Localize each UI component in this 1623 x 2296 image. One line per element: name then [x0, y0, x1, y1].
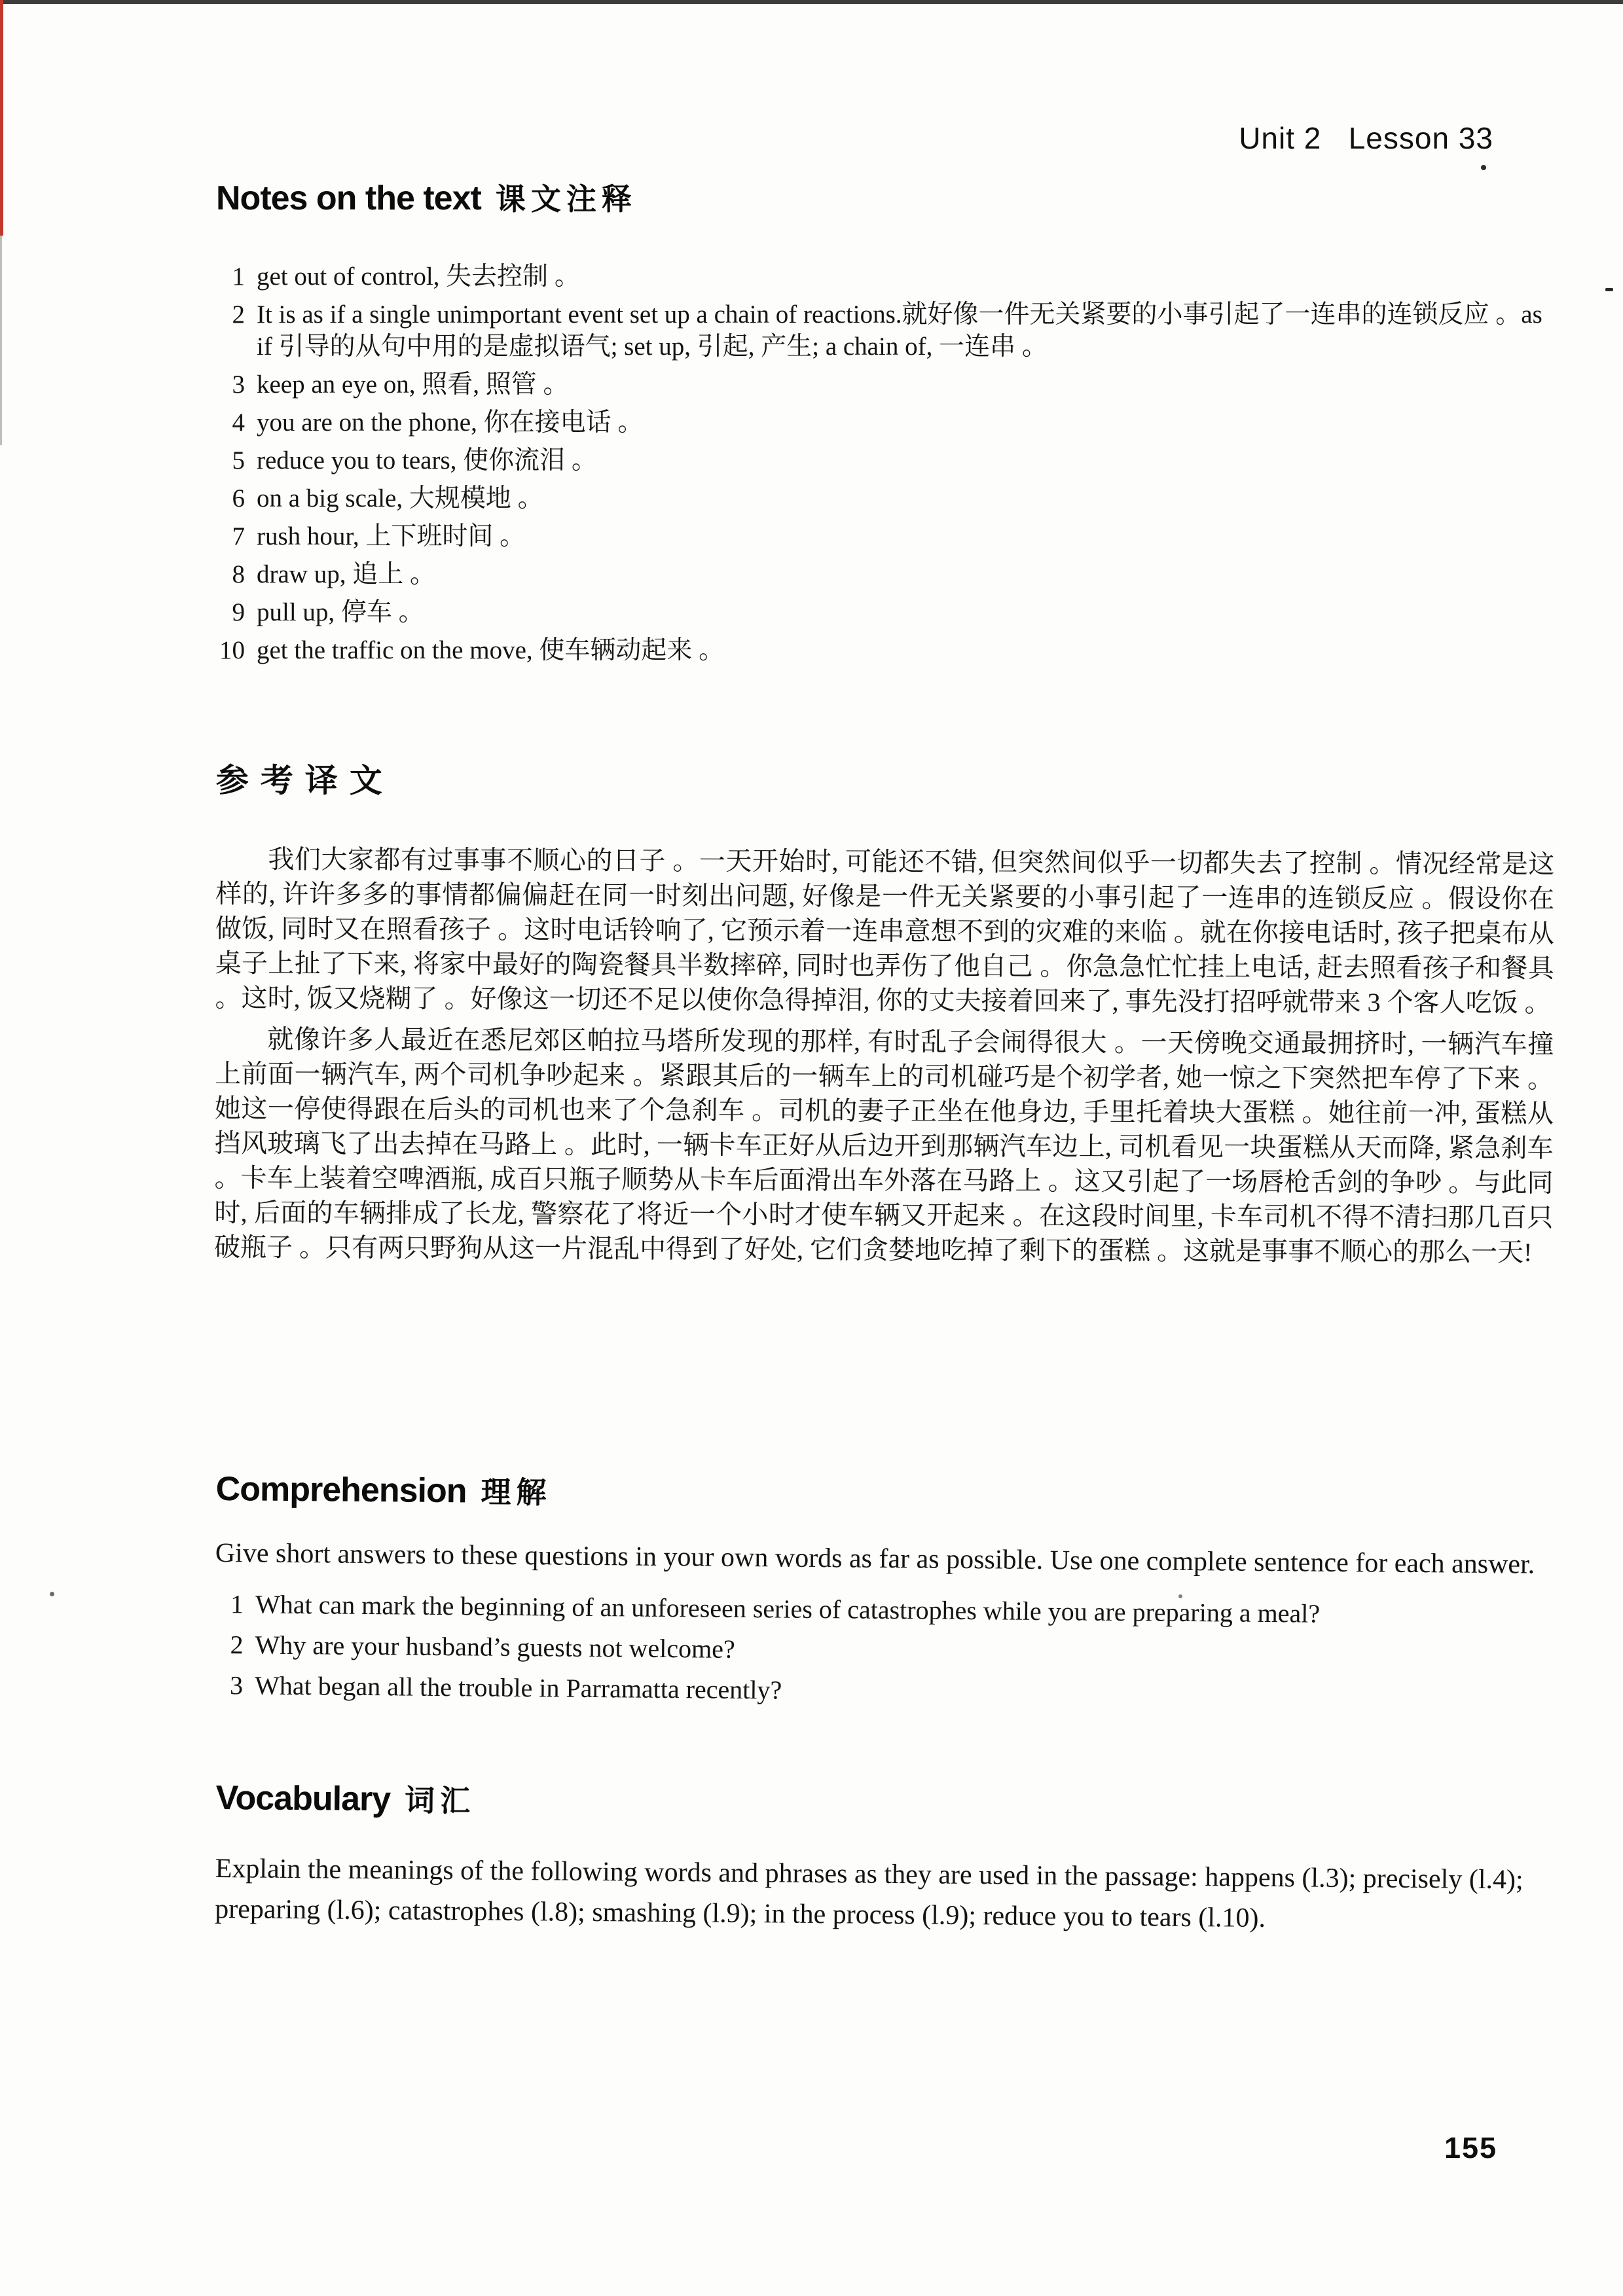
note-number: 8	[232, 560, 245, 588]
scan-speck	[1481, 165, 1486, 170]
notes-section-heading	[216, 175, 1555, 219]
vocabulary-instructions: Explain the meanings of the following words and phrases as they are used in the passage: happens (l.3); precisely (l.4); preparing (l.6); catastrophes (l.8); smashing (l.9); in the process (l.9); reduce you to tears (l.10).	[215, 1853, 1523, 1933]
note-number: 7	[232, 522, 245, 550]
note-number: 5	[232, 446, 245, 475]
note-item	[216, 368, 1555, 401]
comprehension-section-heading	[215, 1466, 1554, 1521]
note-number: 2	[232, 300, 245, 329]
note-number: 4	[232, 408, 245, 437]
note-item	[216, 406, 1555, 439]
note-text: keep an eye on, 照看, 照管 。	[257, 370, 569, 399]
question-text: What began all the trouble in Parramatta recently?	[254, 1670, 782, 1705]
note-number: 6	[232, 484, 245, 512]
note-number: 3	[232, 370, 245, 399]
note-item	[216, 558, 1555, 590]
scan-left-edge-red-mark	[0, 0, 3, 236]
note-text: get the traffic on the move, 使车辆动起来 。	[257, 636, 725, 664]
vocabulary-heading-chinese: 词汇	[404, 1784, 476, 1818]
note-text: draw up, 追上 。	[257, 560, 435, 588]
note-number: 1	[232, 262, 245, 291]
note-text: on a big scale, 大规模地 。	[257, 484, 543, 512]
comprehension-instructions: Give short answers to these questions in your own words as far as possible. Use one complete sentence for each answer.	[215, 1537, 1535, 1580]
note-text: reduce you to tears, 使你流泪 。	[257, 446, 597, 475]
note-text: pull up, 停车 。	[257, 598, 424, 626]
question-number: 3	[229, 1670, 244, 1700]
question-text: What can mark the beginning of an unforeseen series of catastrophes while you are preparing a meal?	[255, 1589, 1321, 1628]
note-text: It is as if a single unimportant event set up a chain of reactions.就好像一件无关紧要的小事引起了一连串的连锁反应 。as if 引导的从句中用的是虚拟语气; set up, 引起, 产生; a chain of, 一连串 。	[257, 300, 1542, 361]
scan-speck	[50, 1592, 54, 1596]
comprehension-section	[214, 1466, 1555, 1723]
notes-list	[216, 260, 1555, 666]
question-item	[215, 1589, 1554, 1631]
note-item	[216, 482, 1555, 514]
question-item	[214, 1630, 1553, 1672]
translation-heading: 参考译文	[215, 761, 394, 800]
question-number: 1	[230, 1589, 244, 1619]
vocabulary-section	[215, 1775, 1555, 1941]
note-text: get out of control, 失去控制 。	[257, 262, 580, 291]
question-text: Why are your husband’s guests not welcome?	[255, 1630, 735, 1664]
question-number: 2	[230, 1630, 244, 1660]
translation-body	[214, 842, 1554, 1270]
scan-top-edge-line	[0, 0, 1623, 4]
note-item	[216, 444, 1555, 476]
translation-paragraph: 就像许多人最近在悉尼郊区帕拉马塔所发现的那样, 有时乱子会闹得很大 。一天傍晚交通最拥挤时, 一辆汽车撞上前面一辆汽车, 两个司机争吵起来 。紧跟其后的一辆车上的司机碰巧是个初学者, 她一惊之下突然把车停了下来 。她这一停使得跟在后头的司机也来了个急刹车 。司机的妻子正坐在他身边, 手里托着块大蛋糕 。她往前一冲, 蛋糕从挡风玻璃飞了出去掉在马路上 。此时, 一辆卡车正好从后边开到那辆汽车边上, 司机看见一块蛋糕从天而降, 紧急刹车 。卡车上装着空啤酒瓶, 成百只瓶子顺势从卡车后面滑出车外落在马路上 。这又引起了一场唇枪舌剑的争吵 。与此同时, 后面的车辆排成了长龙, 警察花了将近一个小时才使车辆又开起来 。在这段时间里, 卡车司机不得不清扫那几百只破瓶子 。只有两只野狗从这一片混乱中得到了好处, 它们贪婪地吃掉了剩下的蛋糕 。这就是事事不顺心的那么一天!	[214, 1024, 1554, 1267]
notes-heading-chinese: 课文注释	[495, 183, 637, 216]
scan-left-edge-shadow	[0, 236, 2, 445]
comprehension-question-list	[214, 1589, 1554, 1712]
vocabulary-section-heading	[215, 1775, 1554, 1830]
note-item	[216, 596, 1555, 628]
note-number: 10	[219, 636, 245, 664]
note-item	[216, 520, 1555, 552]
translation-paragraph: 我们大家都有过事事不顺心的日子 。一天开始时, 可能还不错, 但突然间似乎一切都失去了控制 。情况经常是这样的, 许许多多的事情都偏偏赶在同一时刻出问题, 好像是一件无关紧要的小事引起了一连串的连锁反应 。假设你在做饭, 同时又在照看孩子 。这时电话铃响了, 它预示着一连串意想不到的灾难的来临 。就在你接电话时, 孩子把桌布从桌子上扯了下来, 将家中最好的陶瓷餐具半数摔碎, 同时也弄伤了他自己 。你急急忙忙挂上电话, 赶去照看孩子和餐具 。这时, 饭又烧糊了 。好像这一切还不足以使你急得掉泪, 你的丈夫接着回来了, 事先没打招呼就带来 3 个客人吃饭 。	[215, 844, 1555, 1018]
page-number: 155	[1444, 2131, 1498, 2164]
comprehension-heading-english: Comprehension	[215, 1469, 467, 1511]
note-item	[216, 298, 1555, 363]
vocabulary-heading-english: Vocabulary	[215, 1778, 391, 1819]
running-header: Unit 2 Lesson 33	[1239, 121, 1493, 155]
note-text: rush hour, 上下班时间 。	[257, 522, 526, 550]
note-text: you are on the phone, 你在接电话 。	[257, 408, 644, 437]
notes-heading-english: Notes on the text	[216, 179, 481, 217]
scan-speck	[1605, 288, 1613, 291]
note-item	[216, 634, 1555, 666]
note-item	[216, 260, 1555, 293]
question-item	[214, 1670, 1553, 1712]
reference-translation-section	[214, 754, 1555, 1276]
note-number: 9	[232, 598, 245, 626]
comprehension-heading-chinese: 理解	[481, 1475, 552, 1510]
